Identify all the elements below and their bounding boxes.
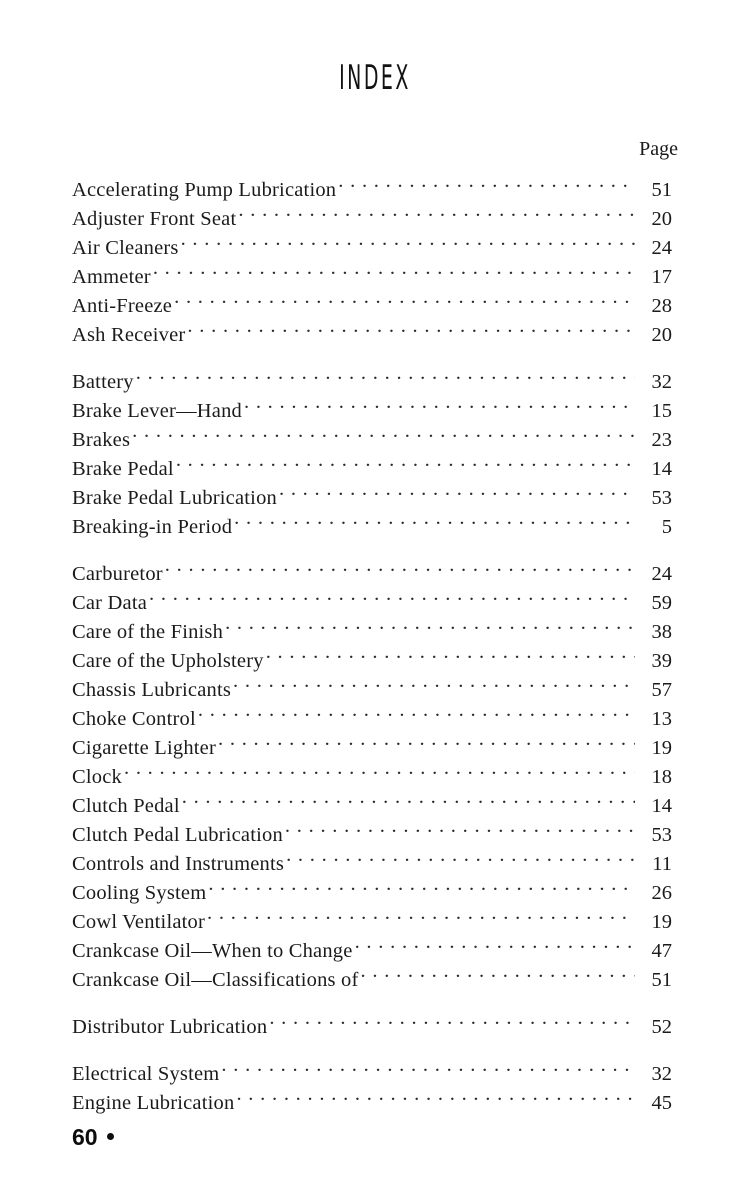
index-entry-label: Air Cleaners	[72, 236, 179, 259]
index-entry-label: Brake Pedal	[72, 457, 174, 480]
index-entry-page-number: 23	[651, 428, 672, 451]
footer-bullet-icon	[107, 1133, 114, 1140]
dot-leader	[153, 262, 635, 283]
index-entry[interactable]	[72, 849, 672, 878]
index-entry-label: Care of the Upholstery	[72, 649, 264, 672]
index-entry[interactable]	[72, 617, 672, 646]
dot-leader	[136, 367, 635, 388]
index-entry-page-number: 19	[651, 910, 672, 933]
index-entry-label: Ash Receiver	[72, 323, 186, 346]
index-entry-page-number: 53	[651, 823, 672, 846]
index-entry-page-number: 14	[651, 457, 672, 480]
index-entry-label: Brake Lever—Hand	[72, 399, 242, 422]
index-entry-page-number: 51	[651, 178, 672, 201]
index-entry-page-number: 11	[652, 852, 672, 875]
index-entry-page-number: 19	[651, 736, 672, 759]
index-group	[72, 559, 672, 994]
index-entry-label: Carburetor	[72, 562, 163, 585]
dot-leader	[176, 454, 635, 475]
index-entry[interactable]	[72, 454, 672, 483]
index-entry-page-number: 59	[651, 591, 672, 614]
dot-leader	[355, 936, 635, 957]
index-entry[interactable]	[72, 320, 672, 349]
index-entry-page-number: 5	[661, 515, 672, 538]
dot-leader	[181, 233, 635, 254]
index-entry-label: Clock	[72, 765, 122, 788]
index-entry-page-number: 18	[651, 765, 672, 788]
index-entry-page-number: 32	[651, 370, 672, 393]
index-entry-page-number: 28	[651, 294, 672, 317]
index-entry[interactable]	[72, 367, 672, 396]
index-entry-label: Anti-Freeze	[72, 294, 173, 317]
dot-leader	[338, 175, 635, 196]
index-entry[interactable]	[72, 204, 672, 233]
index-group	[72, 175, 672, 349]
index-entry[interactable]	[72, 646, 672, 675]
index-entry[interactable]	[72, 878, 672, 907]
index-entry-page-number: 57	[651, 678, 672, 701]
dot-leader	[149, 588, 635, 609]
index-entry-label: Brakes	[72, 428, 131, 451]
index-entry-page-number: 51	[651, 968, 672, 991]
index-entry-page-number: 14	[651, 794, 672, 817]
dot-leader	[221, 1059, 635, 1080]
index-entry[interactable]	[72, 762, 672, 791]
index-entry-label: Brake Pedal Lubrication	[72, 486, 277, 509]
index-entry-label: Electrical System	[72, 1062, 220, 1085]
dot-leader	[218, 733, 635, 754]
index-entry-page-number: 24	[651, 236, 672, 259]
index-entry-label: Cowl Ventilator	[72, 910, 206, 933]
index-entry[interactable]	[72, 820, 672, 849]
dot-leader	[187, 320, 635, 341]
dot-leader	[207, 907, 635, 928]
dot-leader	[198, 704, 635, 725]
index-entry-label: Chassis Lubricants	[72, 678, 232, 701]
index-entry-page-number: 38	[651, 620, 672, 643]
dot-leader	[279, 483, 635, 504]
index-entry[interactable]	[72, 1059, 672, 1088]
index-group	[72, 367, 672, 541]
index-group	[72, 1059, 672, 1117]
index-entry-label: Crankcase Oil—When to Change	[72, 939, 353, 962]
dot-leader	[285, 820, 635, 841]
dot-leader	[236, 1088, 635, 1109]
index-entry-page-number: 17	[651, 265, 672, 288]
index-entry-label: Car Data	[72, 591, 148, 614]
index-entry[interactable]	[72, 733, 672, 762]
index-entry[interactable]	[72, 704, 672, 733]
dot-leader	[225, 617, 635, 638]
index-entry[interactable]	[72, 588, 672, 617]
page-column-header: Page	[639, 138, 678, 160]
index-entry-label: Clutch Pedal	[72, 794, 180, 817]
index-entry-label: Choke Control	[72, 707, 196, 730]
dot-leader	[244, 396, 635, 417]
index-entry-page-number: 47	[651, 939, 672, 962]
index-entry-page-number: 45	[651, 1091, 672, 1114]
index-entry-page-number: 39	[651, 649, 672, 672]
dot-leader	[286, 849, 635, 870]
index-entry[interactable]	[72, 1088, 672, 1117]
footer-page-number: 60	[72, 1124, 98, 1150]
index-entry[interactable]	[72, 559, 672, 588]
dot-leader	[238, 204, 635, 225]
index-entry-label: Breaking-in Period	[72, 515, 233, 538]
index-entry-label: Adjuster Front Seat	[72, 207, 237, 230]
dot-leader	[266, 646, 635, 667]
index-entry-label: Cigarette Lighter	[72, 736, 216, 759]
index-group	[72, 1012, 672, 1041]
index-entry[interactable]	[72, 675, 672, 704]
page-footer	[72, 1124, 114, 1151]
index-entry[interactable]	[72, 396, 672, 425]
index-entry-page-number: 20	[651, 207, 672, 230]
index-entry-label: Accelerating Pump Lubrication	[72, 178, 337, 201]
index-entry[interactable]	[72, 483, 672, 512]
dot-leader	[234, 512, 635, 533]
index-entry-page-number: 52	[651, 1015, 672, 1038]
index-entry-label: Cooling System	[72, 881, 207, 904]
dot-leader	[124, 762, 635, 783]
index-entry[interactable]	[72, 233, 672, 262]
index-entry-label: Distributor Lubrication	[72, 1015, 268, 1038]
index-entry-label: Ammeter	[72, 265, 151, 288]
index-entry[interactable]	[72, 262, 672, 291]
dot-leader	[174, 291, 635, 312]
index-entry-label: Crankcase Oil—Classifications of	[72, 968, 359, 991]
index-entry-label: Engine Lubrication	[72, 1091, 235, 1114]
dot-leader	[132, 425, 635, 446]
index-entry-list	[72, 175, 672, 1117]
index-entry[interactable]	[72, 965, 672, 994]
index-entry-page-number: 20	[651, 323, 672, 346]
index-entry-label: Clutch Pedal Lubrication	[72, 823, 283, 846]
index-entry-page-number: 53	[651, 486, 672, 509]
index-entry[interactable]	[72, 425, 672, 454]
index-entry[interactable]	[72, 1012, 672, 1041]
index-entry[interactable]	[72, 936, 672, 965]
dot-leader	[182, 791, 635, 812]
page-title: INDEX	[339, 58, 411, 98]
dot-leader	[208, 878, 635, 899]
index-entry[interactable]	[72, 175, 672, 204]
index-entry[interactable]	[72, 512, 672, 541]
index-entry[interactable]	[72, 291, 672, 320]
index-entry-page-number: 26	[651, 881, 672, 904]
index-entry-page-number: 15	[651, 399, 672, 422]
dot-leader	[269, 1012, 635, 1033]
index-entry-page-number: 24	[651, 562, 672, 585]
index-entry-label: Controls and Instruments	[72, 852, 285, 875]
dot-leader	[233, 675, 635, 696]
index-entry-label: Care of the Finish	[72, 620, 224, 643]
index-entry-page-number: 32	[651, 1062, 672, 1085]
index-entry[interactable]	[72, 791, 672, 820]
index-entry-page-number: 13	[651, 707, 672, 730]
dot-leader	[361, 965, 635, 986]
index-entry-label: Battery	[72, 370, 134, 393]
index-entry[interactable]	[72, 907, 672, 936]
dot-leader	[165, 559, 635, 580]
